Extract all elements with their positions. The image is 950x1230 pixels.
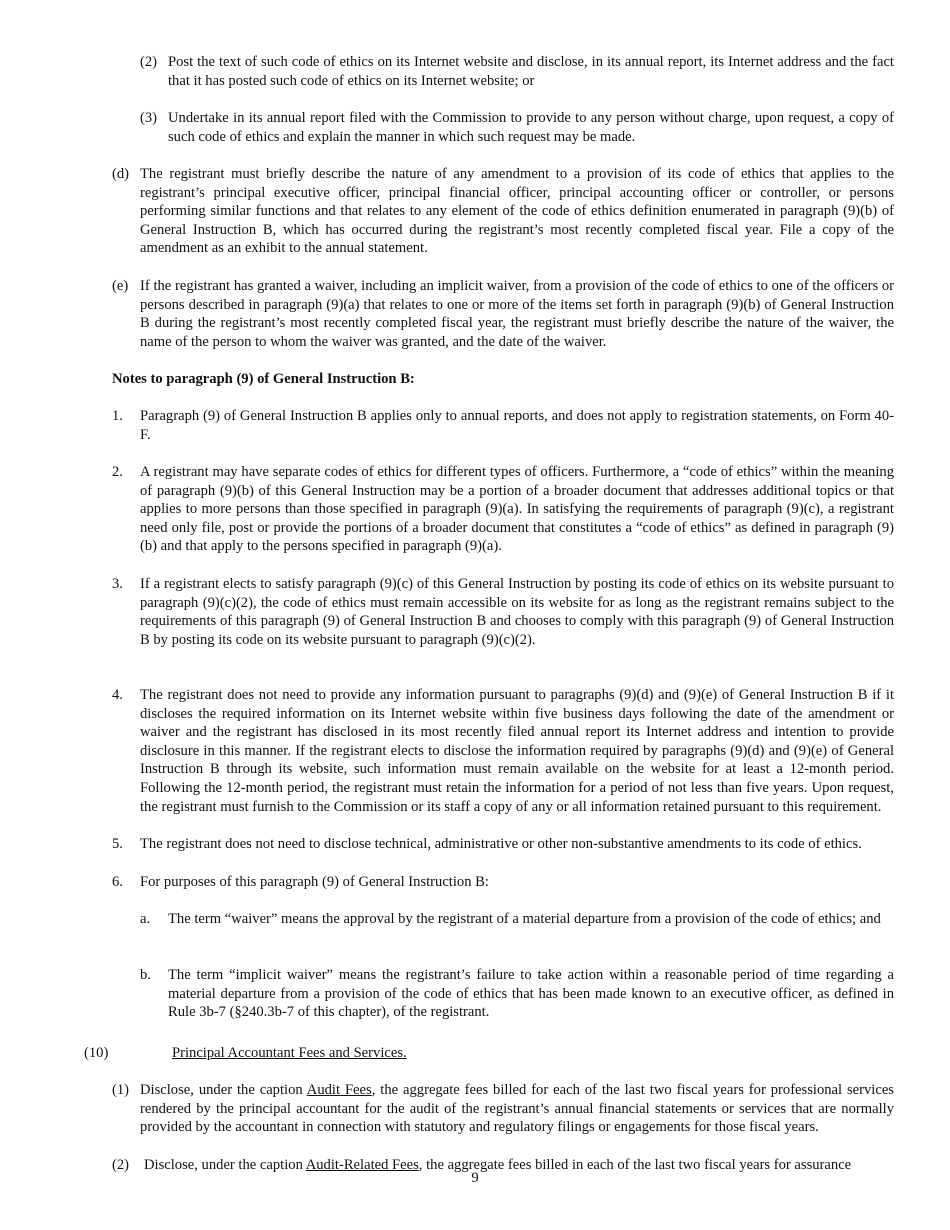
item-number: (e) <box>112 278 129 294</box>
note-number: b. <box>140 967 151 983</box>
item-number: (2) <box>112 1157 130 1173</box>
item-d-text: The registrant must briefly describe the nature of any amendment to a provision of its code of ethics that applies to the registrant’s principal executive officer, principal financial officer, principal accounting officer or controller, or persons performing similar functions and that relates to any element of the code of ethics definition enumerated in paragraph (9)(b) of General Instruction B, which has occurred during the registrant’s most recently completed fiscal year. File a copy of the amendment as an exhibit to the annual statement. <box>140 166 894 257</box>
p2-pre: Disclose, under the caption <box>144 1157 306 1173</box>
p1-post: , the aggregate fees billed for each of the last two fiscal years for professional services rendered by the principal accountant for the audit of the registrant’s annual financial statements or services that are normally provided by the accountant in connection with statutory and regulatory filings or engagements for those fiscal years. <box>140 1082 894 1136</box>
section-number: (10) <box>84 1045 109 1061</box>
item-number: (3) <box>140 110 158 126</box>
note-6b-text: The term “implicit waiver” means the registrant’s failure to take action within a reasonable period of time regarding a material departure from a provision of the code of ethics that has been made known to an executive officer, as defined in Rule 3b-7 (§240.3b-7 of this chapter), of the registrant. <box>168 967 894 1021</box>
note-5-text: The registrant does not need to disclose technical, administrative or other non-substantive amendments to its code of ethics. <box>140 836 862 852</box>
note-number: 3. <box>112 576 123 592</box>
audit-related-fees-caption: Audit-Related Fees <box>305 1157 419 1173</box>
note-number: a. <box>140 911 151 927</box>
item-c3-text: Undertake in its annual report filed with the Commission to provide to any person without charge, upon request, a copy of such code of ethics and explain the manner in which such request may be made. <box>168 110 894 145</box>
note-1-text: Paragraph (9) of General Instruction B applies only to annual reports, and does not apply to registration statements, on Form 40-F. <box>140 408 894 443</box>
note-6-text: For purposes of this paragraph (9) of General Instruction B: <box>140 874 489 890</box>
item-e-text: If the registrant has granted a waiver, including an implicit waiver, from a provision of the code of ethics to one of the officers or persons described in paragraph (9)(a) that relates to one or more of the items set forth in paragraph (9)(b) of General Instruction B during the registrant’s most recently completed fiscal year, the registrant must briefly describe the nature of the waiver, the name of the person to whom the waiver was granted, and the date of the waiver. <box>140 278 894 350</box>
audit-fees-caption: Audit Fees <box>306 1082 372 1098</box>
note-3-text: If a registrant elects to satisfy paragraph (9)(c) of this General Instruction by posting its code of ethics on its website pursuant to paragraph (9)(c)(2), the code of ethics must remain accessible on its website for as long as the registrant remains subject to the requirements of this paragraph (9) of General Instruction B and chooses to comply with this paragraph (9) of General Instruction B by posting its code on its website pursuant to paragraph (9)(c)(2). <box>140 576 894 648</box>
p1-pre: Disclose, under the caption <box>140 1082 307 1098</box>
note-number: 5. <box>112 836 123 852</box>
page-number: 9 <box>471 1170 479 1186</box>
notes-heading: Notes to paragraph (9) of General Instruction B: <box>112 371 415 387</box>
item-number: (1) <box>112 1082 130 1098</box>
note-6a-text: The term “waiver” means the approval by the registrant of a material departure from a provision of the code of ethics; and <box>168 911 881 927</box>
note-2-text: A registrant may have separate codes of ethics for different types of officers. Furthermore, a “code of ethics” within the meaning of paragraph (9)(b) of this General Instruction may be a portion of a broader document that addresses additional topics or that applies to more persons than those specified in paragraph (9)(a). In satisfying the requirements of paragraph (9)(c), a registrant need only file, post or provide the portions of a broader document that constitutes a “code of ethics” as defined in paragraph (9)(b) and that apply to the persons specified in paragraph (9)(a). <box>140 464 894 555</box>
note-4-text: The registrant does not need to provide any information pursuant to paragraphs (9)(d) and (9)(e) of General Instruction B if it discloses the required information on its Internet website within five business days following the date of the amendment or waiver and the registrant has disclosed in its most recently filed annual report its Internet address and intention to provide disclosure in this manner. If the registrant elects to disclose the information required by paragraphs (9)(d) and (9)(e) of General Instruction B through its website, such information must remain available on the website for at least a 12-month period. Following the 12-month period, the registrant must retain the information for a period of not less than five years. Upon request, the registrant must furnish to the Commission or its staff a copy of any or all information retained pursuant to this requirement. <box>140 687 894 815</box>
p2-post: , the aggregate fees billed in each of the last two fiscal years for assurance <box>418 1157 852 1173</box>
section10-p1-text <box>140 1081 894 1137</box>
note-number: 4. <box>112 687 123 703</box>
section-title: Principal Accountant Fees and Services. <box>172 1045 407 1061</box>
note-number: 6. <box>112 874 123 890</box>
note-number: 2. <box>112 464 123 480</box>
item-c2-text: Post the text of such code of ethics on its Internet website and disclose, in its annual report, its Internet address and the fact that it has posted such code of ethics on its Internet website; or <box>168 54 894 89</box>
note-number: 1. <box>112 408 123 424</box>
item-number: (2) <box>140 54 158 70</box>
item-number: (d) <box>112 166 130 182</box>
